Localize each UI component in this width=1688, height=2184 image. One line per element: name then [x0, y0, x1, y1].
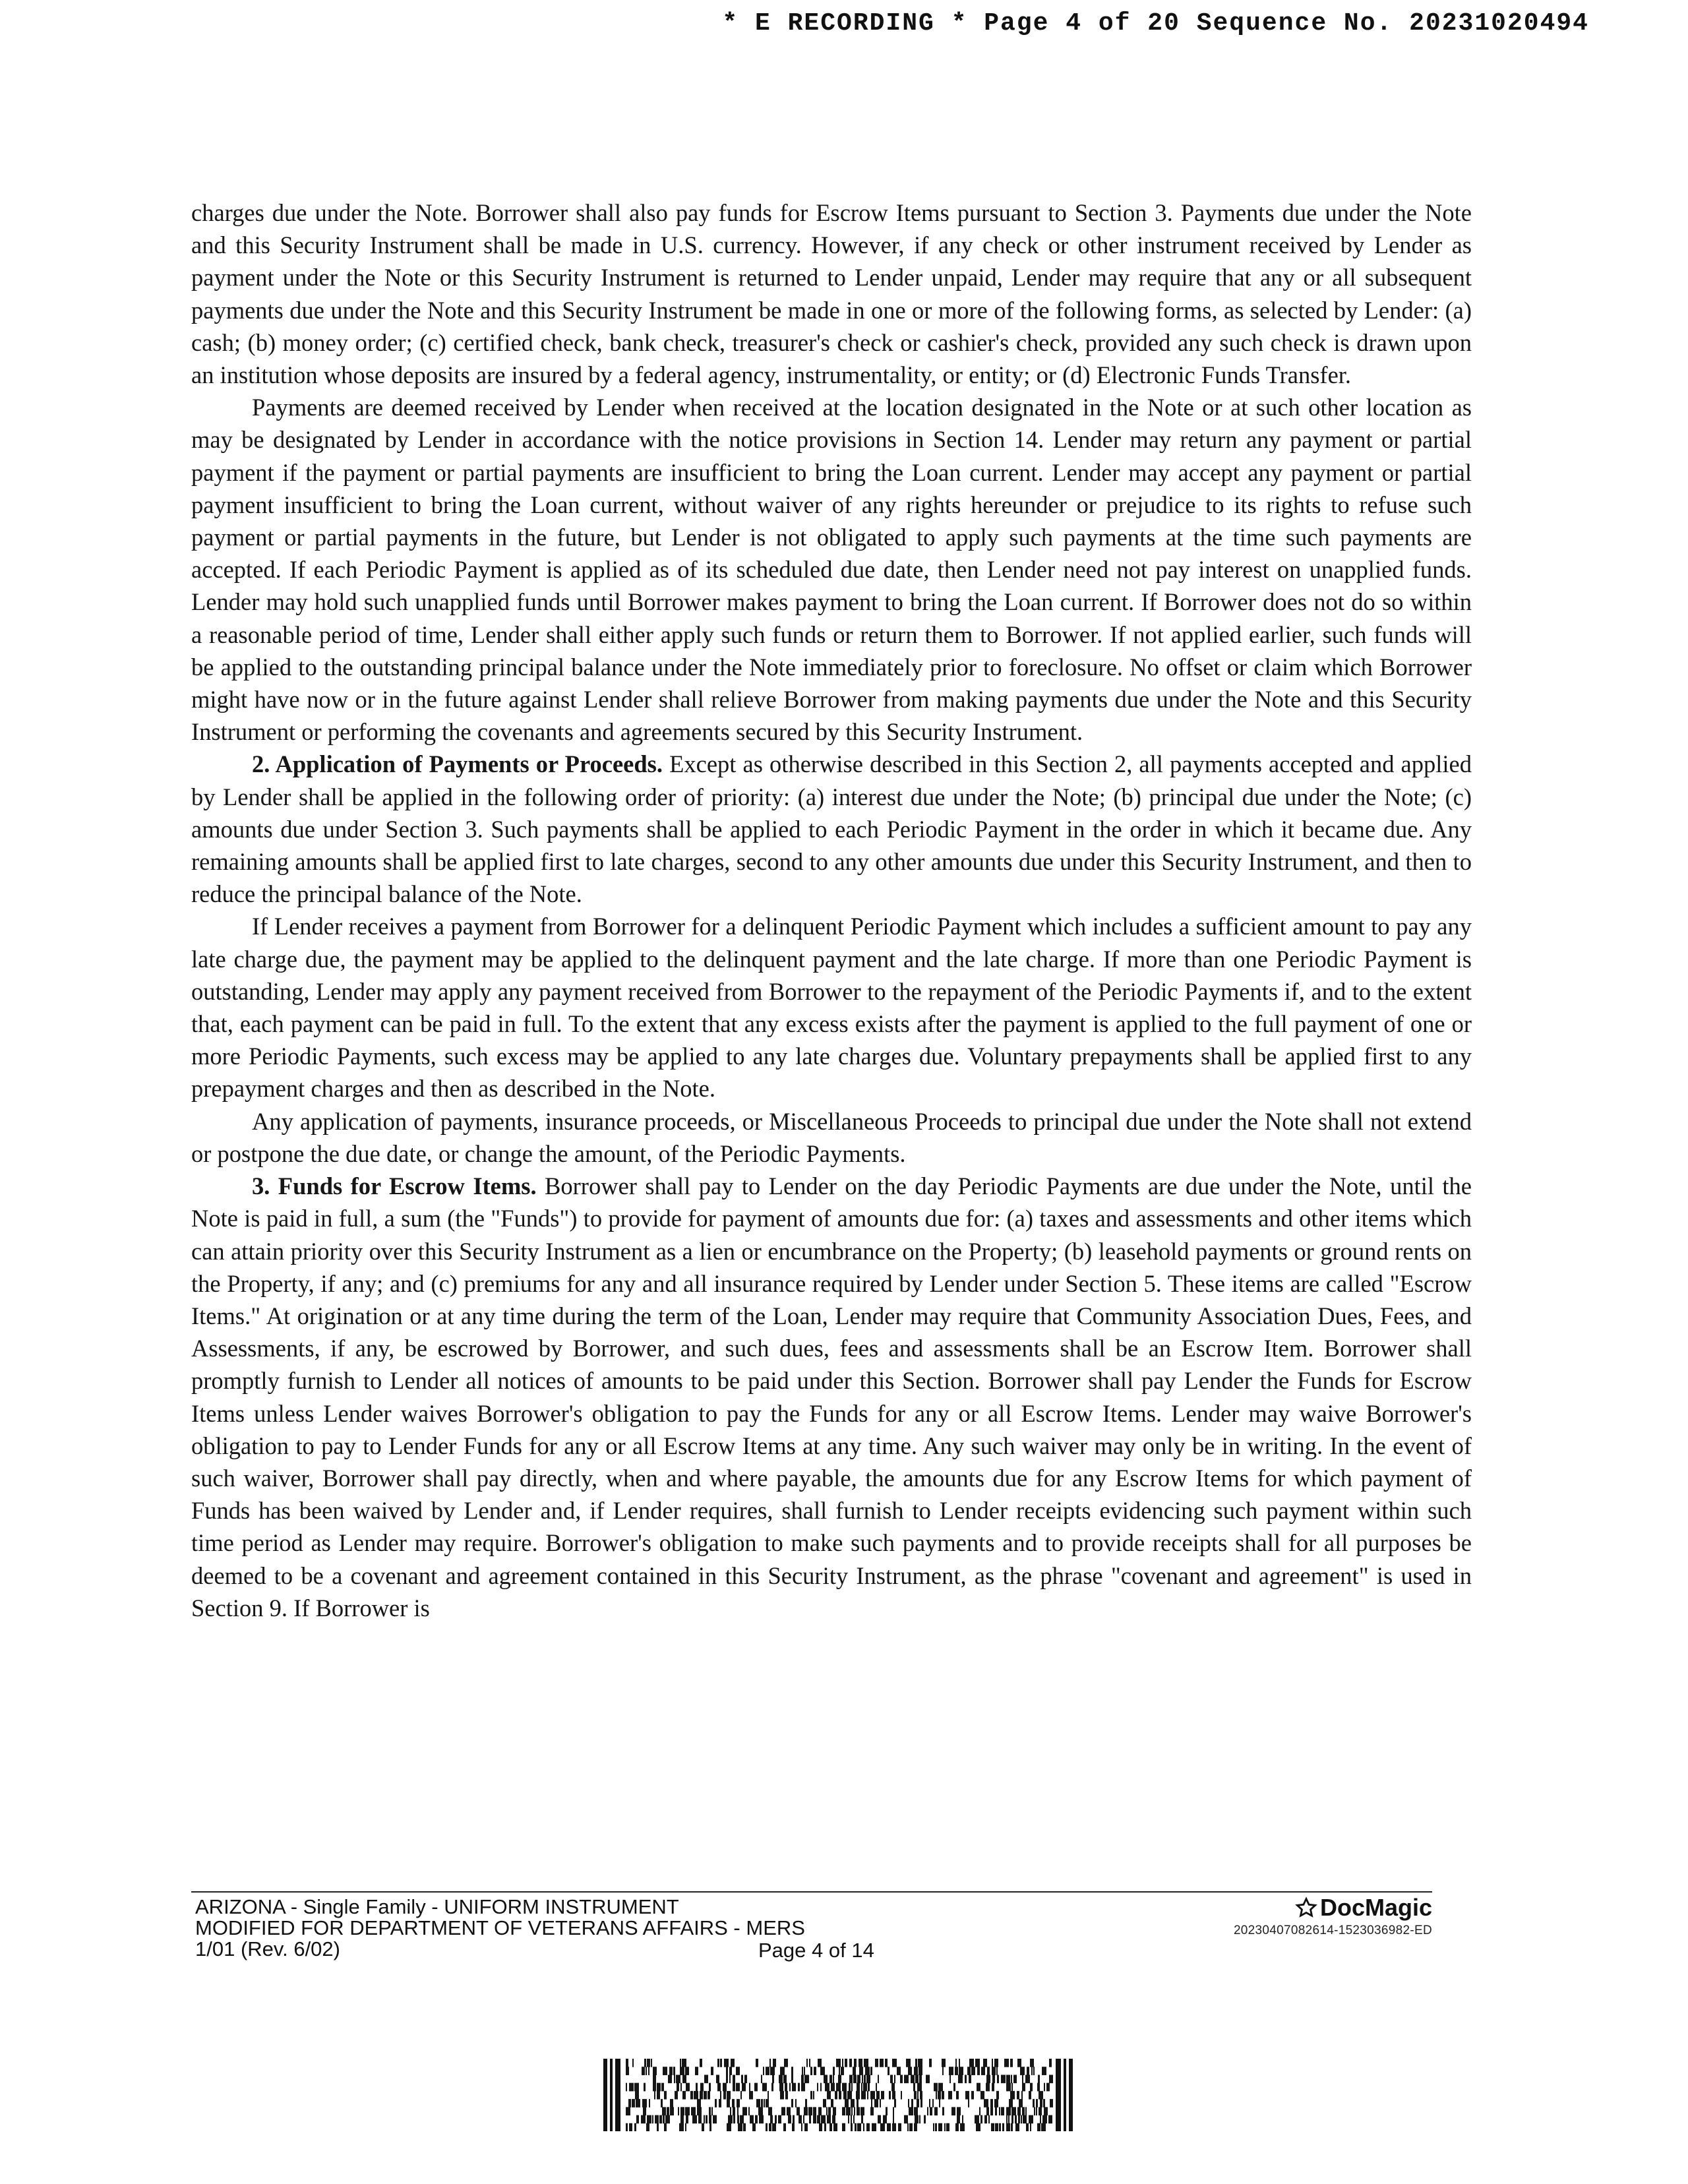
section-2-heading: 2. Application of Payments or Proceeds.: [252, 750, 663, 778]
footer-divider: [191, 1891, 1432, 1893]
paragraph-payments-received: Payments are deemed received by Lender when received at the location designated in the Note or at such other location as may be designated by Lender in accordance with the notice provisions in Section 14. Lender may return any payment or partial payment if the payment or partial payments are insufficient to bring the Loan current. Lender may accept any payment or partial payment insufficient to bring the Loan current, without waiver of any rights hereunder or prejudice to its rights to refuse such payment or partial payments in the future, but Lender is not obligated to apply such payments at the time such payments are accepted. If each Periodic Payment is applied as of its scheduled due date, then Lender need not pay interest on unapplied funds. Lender may hold such unapplied funds until Borrower makes payment to bring the Loan current. If Borrower does not do so within a reasonable period of time, Lender shall either apply such funds or return them to Borrower. If not applied earlier, such funds will be applied to the outstanding principal balance under the Note immediately prior to foreclosure. No offset or claim which Borrower might have now or in the future against Lender shall relieve Borrower from making payments due under the Note and this Security Instrument or performing the covenants and agreements secured by this Security Instrument.: [191, 394, 1472, 746]
paragraph-application-proceeds: Any application of payments, insurance proceeds, or Miscellaneous Proceeds to principal due under the Note shall not extend or postpone the due date, or change the amount, of the Periodic Payments.: [191, 1107, 1472, 1167]
footer-line-2: MODIFIED FOR DEPARTMENT OF VETERANS AFFAIRS - MERS: [195, 1916, 805, 1939]
paragraph-charges: charges due under the Note. Borrower shall also pay funds for Escrow Items pursuant to Section 3. Payments due under the Note and this Security Instrument shall be made in U.S. currency. However, if any check or other instrument received by Lender as payment under the Note or this Security Instrument is returned to Lender unpaid, Lender may require that any or all subsequent payments due under the Note and this Security Instrument be made in one or more of the following forms, as selected by Lender: (a) cash; (b) money order; (c) certified check, bank check, treasurer's check or cashier's check, provided any such check is drawn upon an institution whose deposits are insured by a federal agency, instrumentality, or entity; or (d) Electronic Funds Transfer.: [191, 199, 1472, 389]
document-id: 20230407082614-1523036982-ED: [1233, 1924, 1432, 1937]
docmagic-brand: [1234, 1894, 1432, 1938]
section-3-heading: 3. Funds for Escrow Items.: [252, 1172, 537, 1200]
barcode-image: [603, 2059, 1073, 2131]
brand-name-row: [1295, 1894, 1432, 1922]
paragraph-delinquent-payment: If Lender receives a payment from Borrower for a delinquent Periodic Payment which includes a sufficient amount to pay any late charge due, the payment may be applied to the delinquent payment and the late charge. If more than one Periodic Payment is outstanding, Lender may apply any payment received from Borrower to the repayment of the Periodic Payments if, and to the extent that, each payment can be paid in full. To the extent that any excess exists after the payment is applied to the full payment of one or more Periodic Payments, such excess may be applied to any late charges due. Voluntary prepayments shall be applied first to any prepayment charges and then as described in the Note.: [191, 913, 1472, 1103]
section-3-paragraph: [191, 1170, 1472, 1624]
section-3-text: Borrower shall pay to Lender on the day Periodic Payments are due under the Note, until the Note is paid in full, a sum (the "Funds") to provide for payment of amounts due for: (a) taxes and assessments and other items which can attain priority over this Security Instrument as a lien or encumbrance on the Property; (b) leasehold payments or ground rents on the Property, if any; and (c) premiums for any and all insurance required by Lender under Section 5. These items are called "Escrow Items." At origination or at any time during the term of the Loan, Lender may require that Community Association Dues, Fees, and Assessments, if any, be escrowed by Borrower, and such dues, fees and assessments shall be an Escrow Item. Borrower shall promptly furnish to Lender all notices of amounts to be paid under this Section. Borrower shall pay Lender the Funds for Escrow Items unless Lender waives Borrower's obligation to pay the Funds for any or all Escrow Items. Lender may waive Borrower's obligation to pay to Lender Funds for any or all Escrow Items at any time. Any such waiver may only be in writing. In the event of such waiver, Borrower shall pay directly, when and where payable, the amounts due for any Escrow Items for which payment of Funds has been waived by Lender and, if Lender requires, shall furnish to Lender receipts evidencing such payment within such time period as Lender may require. Borrower's obligation to make such payments and to provide receipts shall for all purposes be deemed to be a covenant and agreement contained in this Security Instrument, as the phrase "covenant and agreement" is used in Section 9. If Borrower is: [191, 1172, 1472, 1622]
recording-stamp: * E RECORDING * Page 4 of 20 Sequence No. 20231020494: [722, 9, 1589, 38]
brand-name: DocMagic: [1319, 1894, 1432, 1921]
document-body: [191, 197, 1472, 1624]
star-outline-icon: [1295, 1896, 1317, 1919]
footer-page-number: Page 4 of 14: [758, 1939, 874, 1962]
footer-line-1: ARIZONA - Single Family - UNIFORM INSTRUMENT: [195, 1895, 679, 1918]
section-2-paragraph: [191, 748, 1472, 910]
section-2-text: Except as otherwise described in this Section 2, all payments accepted and applied by Lender shall be applied in the following order of priority: (a) interest due under the Note; (b) principal due under the Note; (c) amounts due under Section 3. Such payments shall be applied to each Periodic Payment in the order in which it became due. Any remaining amounts shall be applied first to late charges, second to any other amounts due under this Security Instrument, and then to reduce the principal balance of the Note.: [191, 750, 1472, 908]
footer-line-3: 1/01 (Rev. 6/02): [195, 1937, 340, 1960]
